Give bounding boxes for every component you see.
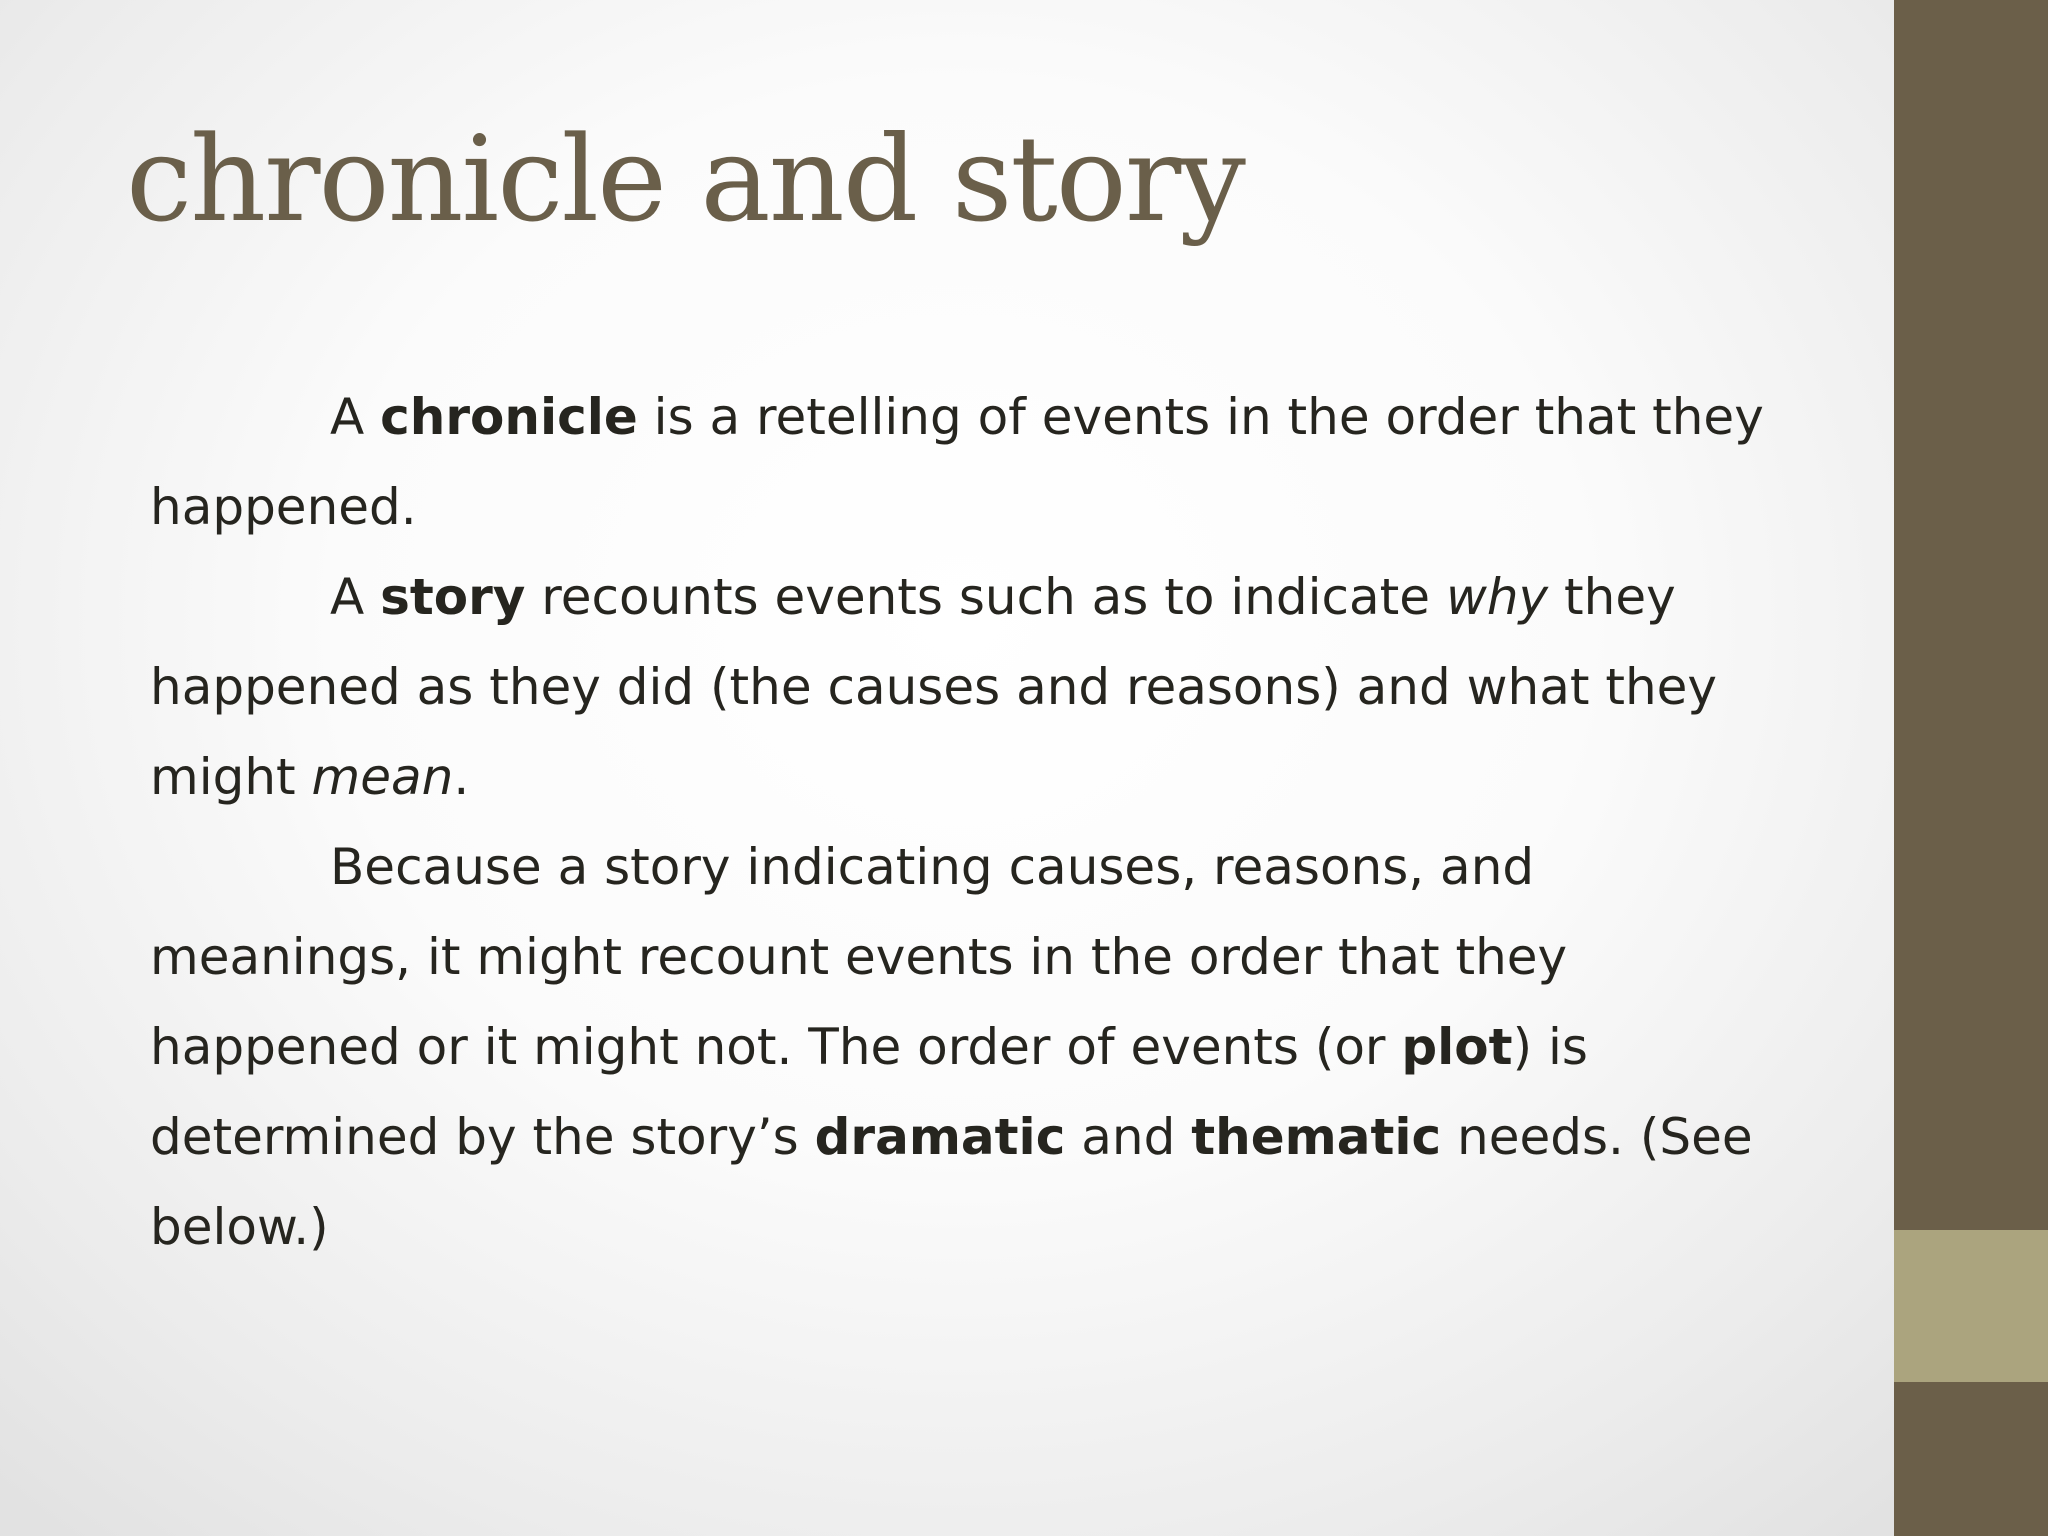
paragraph-chronicle	[150, 372, 1790, 552]
text-run: needs. (See below.)	[150, 1108, 1753, 1256]
text-run: is a retelling of events in the order that they happened.	[150, 388, 1764, 536]
term-story: story	[380, 568, 526, 626]
term-dramatic: dramatic	[814, 1108, 1066, 1166]
slide-body	[150, 372, 1790, 1272]
emphasis-mean: mean	[311, 748, 454, 806]
text-run: Because a story indicating causes, reasons, and meanings, it might recount events in the order that they happened or it might not. The order of events (or	[150, 838, 1568, 1076]
emphasis-why: why	[1445, 568, 1549, 626]
slide-title: chronicle and story	[126, 110, 1244, 248]
term-chronicle: chronicle	[380, 388, 638, 446]
term-thematic: thematic	[1191, 1108, 1442, 1166]
sidebar-accent-decoration	[1894, 1230, 2048, 1382]
text-run: A	[330, 388, 381, 446]
text-run: A	[330, 568, 381, 626]
term-plot: plot	[1401, 1018, 1513, 1076]
text-run: and	[1065, 1108, 1192, 1166]
paragraph-story	[150, 552, 1790, 822]
text-run: .	[453, 748, 470, 806]
text-run: recounts events such as to indicate	[525, 568, 1446, 626]
paragraph-plot	[150, 822, 1790, 1272]
text-run: ) is determined by the story’s	[150, 1018, 1588, 1166]
text-run: they happened as they did (the causes and reasons) and what they might	[150, 568, 1717, 806]
